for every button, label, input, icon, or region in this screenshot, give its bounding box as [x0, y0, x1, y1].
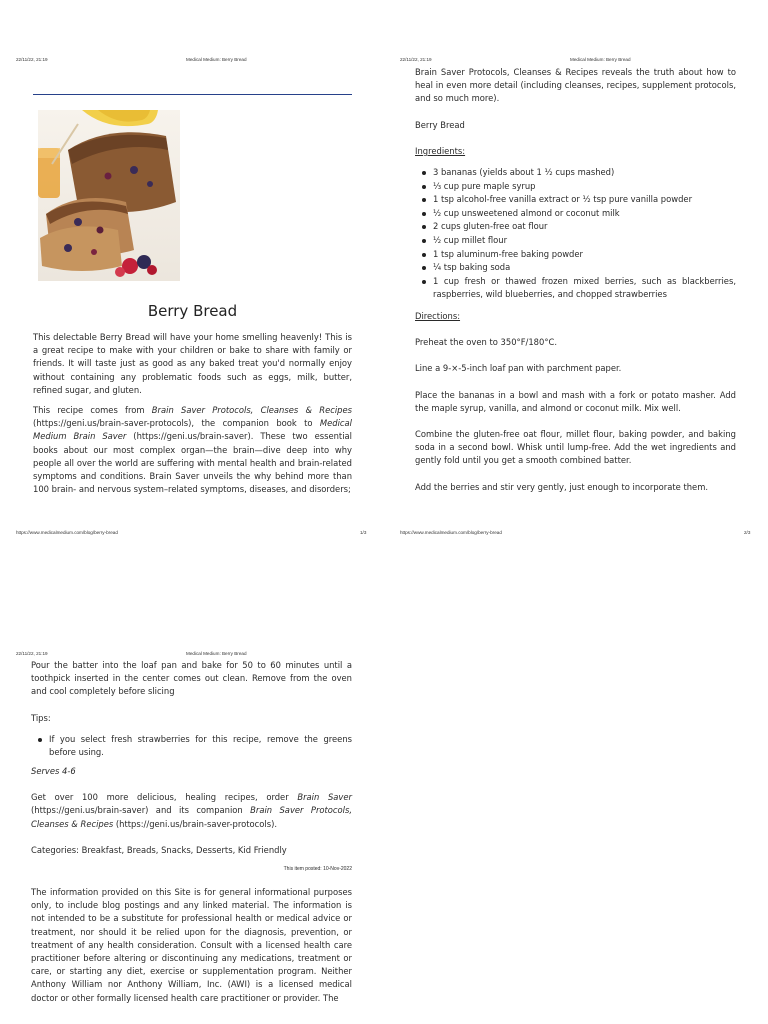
directions-heading: Directions: — [415, 310, 461, 321]
header-rule — [33, 94, 352, 95]
direction-step: Line a 9-×-5-inch loaf pan with parchment paper. — [415, 363, 622, 374]
berry-bread-illustration — [38, 110, 180, 281]
promo-text-start: Get over 100 more delicious, healing recipes, order — [31, 792, 298, 803]
direction-step: Combine the gluten-free oat flour, millet flour, baking powder, and baking soda in a second bowl. Whisk until lump-free. Add the wet ingredients and gently fold until you get a smooth combined batter. — [415, 428, 736, 466]
page3-body — [31, 659, 352, 1005]
continuation-text: Brain Saver Protocols, Cleanses & Recipes reveals the truth about how to heal in even more detail (including cleanses, recipes, supplement protocols, and so much more). — [415, 67, 736, 104]
header-datetime: 22/11/22, 21:19 — [16, 651, 48, 656]
direction-step: Add the berries and stir very gently, just enough to incorporate them. — [415, 481, 709, 492]
promo-text-end: (https://geni.us/brain-saver-protocols). — [113, 818, 277, 829]
promo-paragraph — [31, 791, 352, 831]
header-datetime: 22/11/22, 21:19 — [400, 57, 432, 62]
categories-text: Categories: Breakfast, Breads, Snacks, Desserts, Kid Friendly — [31, 844, 287, 855]
source-text-rest: (https://geni.us/brain-saver). These two essential books about our most complex organ—the brain—dive deep into why people all over the world are suffering with mental health and brain-related symptoms and conditions. Brain Saver unveils the why behind more than 100 brain- and nervous system–related symptoms, diseases, and disorders; — [33, 431, 352, 495]
posted-date: This item posted: 10-Nov-2022 — [283, 866, 352, 873]
direction-step: Pour the batter into the loaf pan and bake for 50 to 60 minutes until a toothpick inserted in the center comes out clean. Remove from the oven and cool completely before slicing — [31, 660, 352, 697]
list-item: 2 cups gluten-free oat flour — [433, 220, 736, 234]
source-paragraph — [33, 404, 352, 496]
book-title-protocols: Brain Saver Protocols, Cleanses & Recipes — [31, 805, 352, 829]
source-text-start: This recipe comes from — [33, 405, 152, 416]
list-item: 1 tsp alcohol-free vanilla extract or ½ tsp pure vanilla powder — [433, 193, 736, 207]
page-3 — [0, 640, 384, 1024]
list-item: If you select fresh strawberries for this recipe, remove the greens before using. — [49, 733, 352, 760]
header-datetime: 22/11/22, 21:19 — [16, 57, 48, 62]
list-item: 1 cup fresh or thawed frozen mixed berries, such as blackberries, raspberries, wild blueberries, and chopped strawberries — [433, 275, 736, 302]
book-title-protocols: Brain Saver Protocols, Cleanses & Recipes — [151, 405, 352, 416]
disclaimer-paragraph: The information provided on this Site is for general informational purposes only, to include blog postings and any linked material. The information is not intended to be a substitute for professional health or medical advice or treatment, nor should it be relied upon for the diagnosis, prevention, or treatment of any health consideration. Consult with a licensed health care practitioner before altering or discontinuing any medications, treatment or care, or starting any diet, exercise or supplementation program. Neither Anthony William nor Anthony William, Inc. (AWI) is a licensed medical doctor or other formally licensed health care practitioner or provider. The — [31, 887, 352, 1003]
promo-text-mid: (https://geni.us/brain-saver) and its companion — [31, 805, 251, 816]
serves-text: Serves 4-6 — [31, 766, 76, 776]
header-site-title: Medical Medium: Berry Bread — [570, 57, 631, 62]
footer-url: https://www.medicalmedium.com/blog/berry-bread — [400, 530, 502, 535]
list-item: ¼ tsp baking soda — [433, 261, 736, 275]
header-site-title: Medical Medium: Berry Bread — [186, 57, 247, 62]
source-text-mid: (https://geni.us/brain-saver-protocols), the companion book to — [33, 418, 320, 429]
page-2 — [384, 0, 768, 545]
tips-heading: Tips: — [31, 712, 51, 723]
footer-page-number: 2/3 — [744, 530, 751, 535]
continuation-paragraph — [415, 66, 736, 106]
page1-body — [33, 331, 352, 496]
recipe-name: Berry Bread — [415, 119, 465, 130]
footer-page-number: 1/3 — [360, 530, 367, 535]
footer-url: https://www.medicalmedium.com/blog/berry-bread — [16, 530, 118, 535]
ingredients-list — [415, 166, 736, 302]
tips-list — [31, 733, 352, 760]
page2-body — [415, 66, 736, 494]
list-item: ⅓ cup pure maple syrup — [433, 180, 736, 194]
list-item: ½ cup millet flour — [433, 234, 736, 248]
direction-step: Preheat the oven to 350°F/180°C. — [415, 337, 558, 348]
ingredients-heading: Ingredients: — [415, 145, 466, 156]
header-site-title: Medical Medium: Berry Bread — [186, 651, 247, 656]
book-title-brain-saver: Medical Medium Brain Saver — [33, 418, 352, 442]
book-title-brain-saver: Brain Saver — [297, 792, 352, 803]
berry-bread-photo — [38, 110, 180, 281]
page-1 — [0, 0, 384, 545]
direction-step: Place the bananas in a bowl and mash with a fork or potato masher. Add the maple syrup, vanilla, and almond or coconut milk. Mix well. — [415, 389, 736, 413]
list-item: 3 bananas (yields about 1 ½ cups mashed) — [433, 166, 736, 180]
list-item: ½ cup unsweetened almond or coconut milk — [433, 207, 736, 221]
intro-paragraph: This delectable Berry Bread will have your home smelling heavenly! This is a great recipe to make with your children or bake to share with family or friends. It will taste just as good as any baked treat you'd normally enjoy without containing any problematic foods such as eggs, milk, butter, refined sugar, and gluten. — [33, 332, 352, 395]
list-item: 1 tsp aluminum-free baking powder — [433, 248, 736, 262]
recipe-title: Berry Bread — [147, 302, 238, 320]
